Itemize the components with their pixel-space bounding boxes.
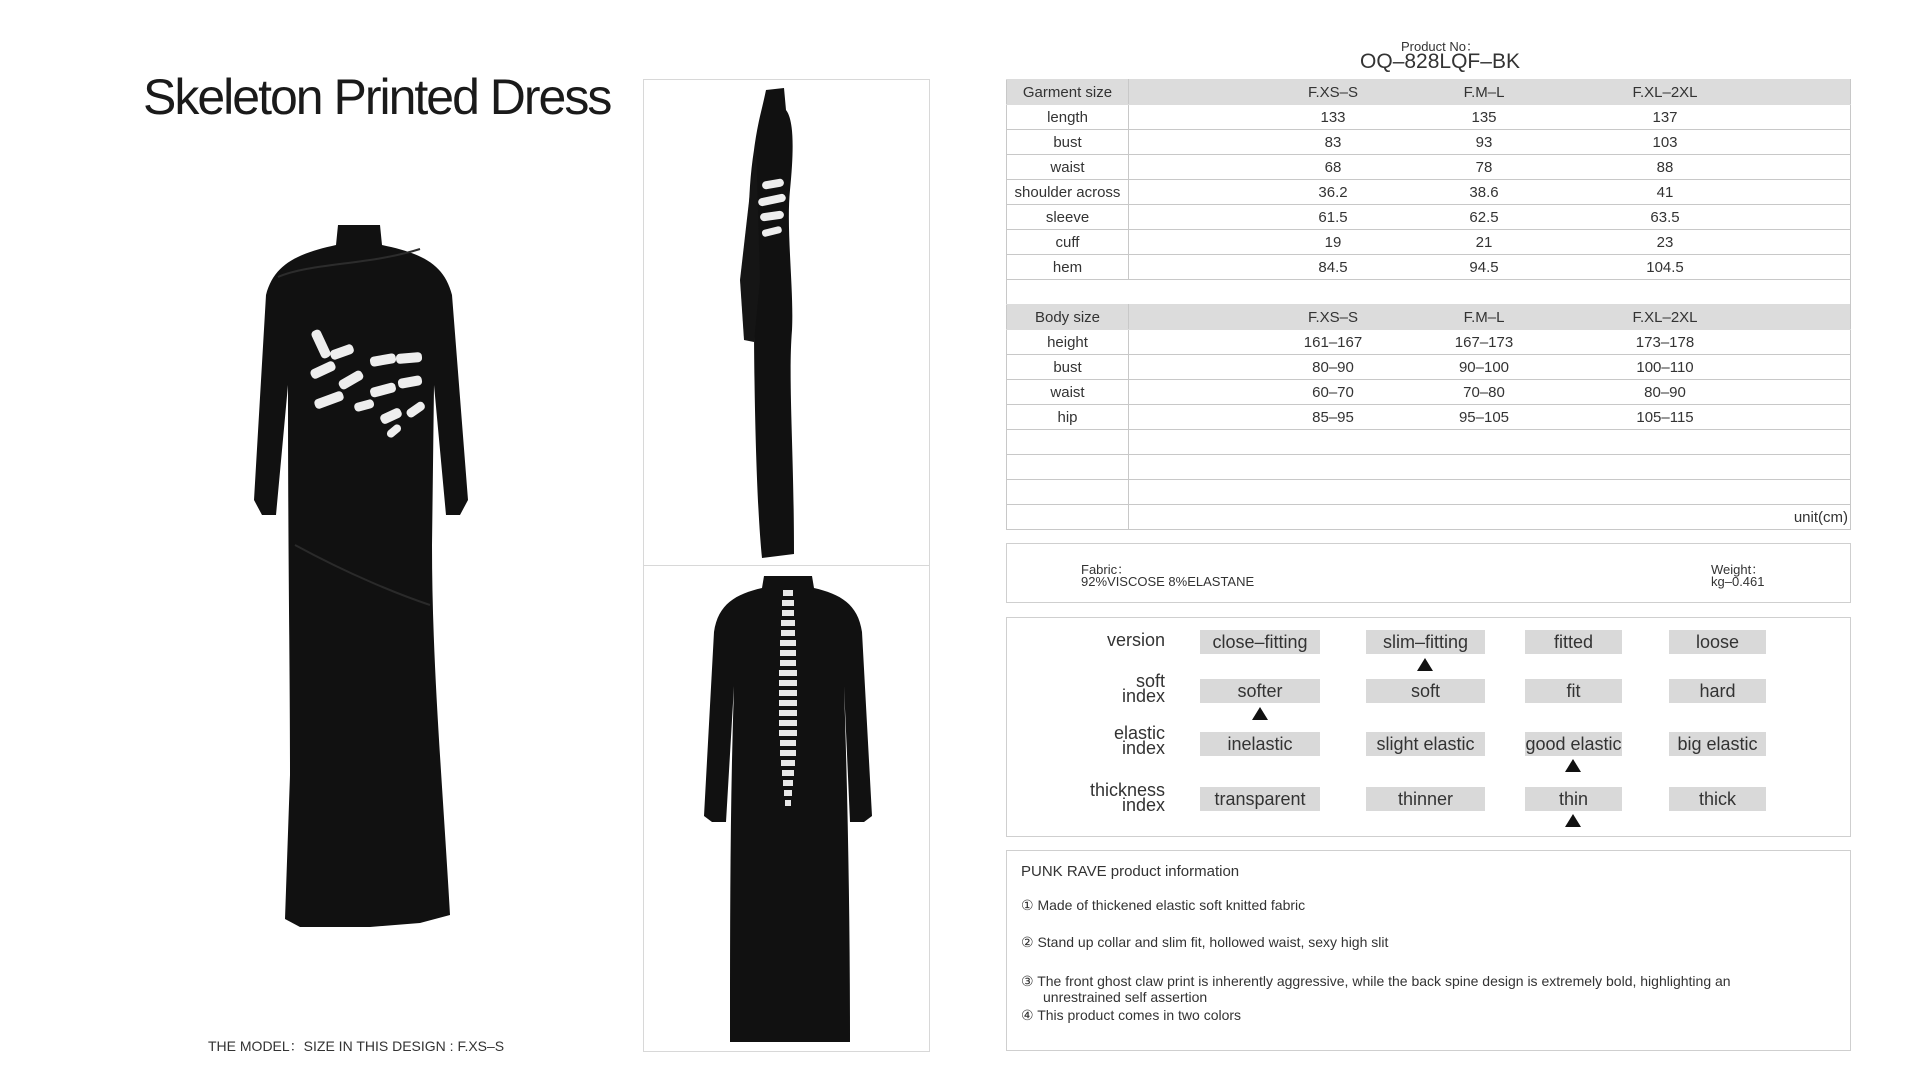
row-label: bust	[1007, 355, 1129, 380]
selected-marker-icon	[1252, 707, 1268, 720]
info-item-continued: unrestrained self assertion	[1043, 989, 1208, 1005]
option-thinner: thinner	[1366, 787, 1485, 811]
cell-value: 70–80	[1463, 384, 1505, 401]
info-heading: PUNK RAVE product information	[1021, 863, 1240, 880]
row-label: bust	[1007, 130, 1129, 155]
option-slim-fitting: slim–fitting	[1366, 630, 1485, 654]
cell-value: 38.6	[1469, 184, 1499, 201]
fabric-label: Fabric：	[1081, 562, 1131, 577]
table-row	[1007, 155, 1851, 180]
product-number: OQ–828LQF–BK	[1360, 50, 1520, 73]
cell-value: 61.5	[1318, 209, 1348, 226]
header-size: F.XS–S	[1307, 309, 1359, 326]
option-good-elastic: good elastic	[1525, 734, 1622, 754]
table-row	[1007, 355, 1851, 380]
fabric-indices-panel	[1006, 617, 1851, 837]
table-row	[1007, 105, 1851, 130]
cell-value: 84.5	[1318, 259, 1348, 276]
table-row-empty	[1007, 280, 1851, 305]
row-label: cuff	[1007, 230, 1129, 255]
option-big-elastic: big elastic	[1669, 732, 1766, 756]
weight-value: kg–0.461	[1711, 574, 1765, 589]
cell-value: 68	[1324, 159, 1342, 176]
row-label: hem	[1007, 255, 1129, 280]
table-row	[1007, 205, 1851, 230]
cell-value: 78	[1475, 159, 1493, 176]
row-label: height	[1007, 330, 1129, 355]
cell-value: 100–110	[1636, 359, 1694, 376]
body-table-header	[1007, 305, 1851, 330]
cell-value: 90–100	[1458, 359, 1510, 376]
option-loose: loose	[1669, 630, 1766, 654]
row-label: sleeve	[1007, 205, 1129, 230]
cell-value: 80–90	[1312, 359, 1354, 376]
option-softer: softer	[1200, 679, 1320, 703]
cell-value: 60–70	[1312, 384, 1354, 401]
table-row	[1007, 380, 1851, 405]
cell-value: 103	[1652, 134, 1678, 151]
table-row	[1007, 405, 1851, 430]
product-number-label: Product No：	[1400, 39, 1480, 54]
garment-size-table	[1006, 79, 1851, 305]
option-close-fitting: close–fitting	[1200, 630, 1320, 654]
header-values	[1129, 80, 1851, 105]
cell-value: 83	[1324, 134, 1342, 151]
product-info-panel	[1006, 850, 1851, 1051]
header-label: Body size	[1007, 305, 1129, 330]
info-item: ① Made of thickened elastic soft knitted fabric	[1021, 897, 1306, 913]
cell-value: 133	[1320, 109, 1346, 126]
index-label-version: version	[1106, 630, 1165, 650]
row-label: waist	[1007, 380, 1129, 405]
cell-value: 62.5	[1469, 209, 1499, 226]
table-row	[1007, 330, 1851, 355]
cell-value: 85–95	[1312, 409, 1354, 426]
cell-value: 19	[1324, 234, 1342, 251]
weight-label: Weight：	[1711, 562, 1765, 577]
cell-value: 23	[1656, 234, 1674, 251]
cell-value: 104.5	[1646, 259, 1684, 276]
dress-front-photo	[220, 215, 500, 935]
header-size: F.XL–2XL	[1632, 84, 1698, 101]
table-row-unit	[1007, 505, 1851, 530]
cell-value: 36.2	[1318, 184, 1348, 201]
row-label: waist	[1007, 155, 1129, 180]
cell-value: 63.5	[1650, 209, 1680, 226]
cell-value: 88	[1656, 159, 1674, 176]
garment-table-header	[1007, 80, 1851, 105]
option-thick: thick	[1669, 787, 1766, 811]
cell-value: 21	[1475, 234, 1493, 251]
cell-value: 173–178	[1635, 334, 1695, 351]
cell-value: 41	[1656, 184, 1674, 201]
header-label: Garment size	[1007, 80, 1129, 105]
dress-back-photo	[643, 565, 930, 1052]
option-hard: hard	[1669, 679, 1766, 703]
option-thin: thin	[1525, 787, 1622, 811]
fabric-value: 92%VISCOSE 8%ELASTANE	[1081, 574, 1255, 589]
cell-value: 95–105	[1458, 409, 1510, 426]
header-size: F.XL–2XL	[1632, 309, 1698, 326]
header-size: F.XS–S	[1307, 84, 1359, 101]
row-label: hip	[1007, 405, 1129, 430]
page-title: Skeleton Printed Dress	[143, 69, 611, 125]
index-label-soft: soft index	[1121, 671, 1165, 706]
selected-marker-icon	[1565, 814, 1581, 827]
index-label-elastic: elastic index	[1113, 723, 1165, 758]
table-row	[1007, 255, 1851, 280]
option-transparent: transparent	[1200, 787, 1320, 811]
body-size-table	[1006, 304, 1851, 530]
cell-value: 80–90	[1644, 384, 1686, 401]
option-inelastic: inelastic	[1200, 732, 1320, 756]
table-row	[1007, 130, 1851, 155]
table-row-empty	[1007, 455, 1851, 480]
info-item: ② Stand up collar and slim fit, hollowed waist, sexy high slit	[1021, 934, 1389, 950]
option-slight-elastic: slight elastic	[1366, 732, 1485, 756]
selected-marker-icon	[1417, 658, 1433, 671]
cell-value: 167–173	[1454, 334, 1514, 351]
cell-value: 137	[1652, 109, 1678, 126]
model-size-note: THE MODEL：SIZE IN THIS DESIGN : F.XS–S	[208, 1038, 505, 1054]
fabric-panel	[1006, 543, 1851, 603]
cell-value: 105–115	[1636, 409, 1694, 426]
unit-label: unit(cm)	[1793, 509, 1848, 526]
info-item: ③ The front ghost claw print is inherently aggressive, while the back spine design is extremely bold, highlighting an	[1021, 973, 1731, 989]
row-label: length	[1007, 105, 1129, 130]
selected-marker-icon	[1565, 759, 1581, 772]
cell-value: 135	[1471, 109, 1497, 126]
header-size: F.M–L	[1463, 309, 1505, 326]
info-item: ④ This product comes in two colors	[1021, 1007, 1242, 1023]
table-row	[1007, 230, 1851, 255]
row-label: shoulder across	[1007, 180, 1129, 205]
header-values	[1129, 305, 1851, 330]
option-soft: soft	[1366, 679, 1485, 703]
cell-value: 93	[1475, 134, 1493, 151]
option-fitted: fitted	[1525, 630, 1622, 654]
table-row-empty	[1007, 430, 1851, 455]
cell-value: 94.5	[1469, 259, 1499, 276]
cell-value: 161–167	[1303, 334, 1363, 351]
index-label-thickness: thickness index	[1089, 780, 1165, 815]
header-size: F.M–L	[1463, 84, 1505, 101]
dress-side-photo	[643, 79, 930, 573]
table-row	[1007, 180, 1851, 205]
option-fit: fit	[1525, 679, 1622, 703]
table-row-empty	[1007, 480, 1851, 505]
